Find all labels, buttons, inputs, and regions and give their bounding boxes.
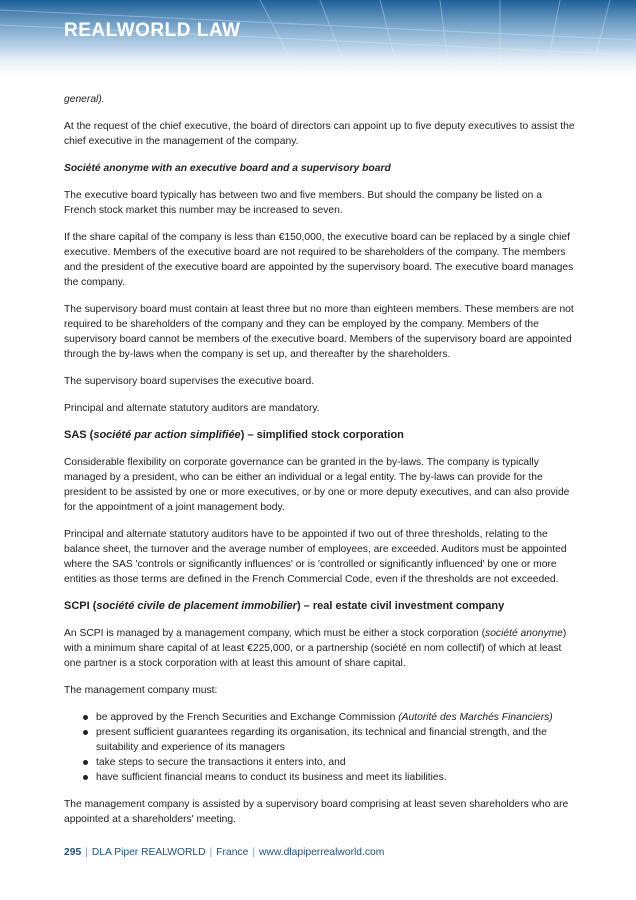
footer-separator: | [252,847,255,858]
paragraph: If the share capital of the company is less than €150,000, the executive board can be replaced by a single chief executive. Members of the executive board are not required to be shareholders of the company. The members and the president of the executive board are appointed by the supervisory board. The executive board manages the company. [64,232,574,288]
paragraph: At the request of the chief executive, the board of directors can appoint up to five deputy executives to assist the chief executive in the management of the company. [64,121,575,147]
paragraph [64,626,576,671]
heading-part: ) – simplified stock corporation [240,429,404,441]
list-item: present sufficient guarantees regarding its organisation, its technical and financial strength, and the suitability and experience of its managers [96,725,576,755]
heading-part: SAS ( [64,429,94,441]
paragraph: The supervisory board supervises the executive board. [64,376,315,387]
section-subheading: Société anonyme with an executive board and a supervisory board [64,163,391,174]
text-part: ) with a minimum share capital of at least €225,000, or a partnership (société en nom collectif) of which at least one partner is a stock corporation with at least this amount of share capital. [64,628,567,669]
text-italic: société anonyme [485,628,563,639]
list-text-italic: (Autorité des Marchés Financiers) [398,712,553,723]
bullet-list [64,710,576,785]
paragraph: Principal and alternate statutory auditors have to be appointed if two out of three thresholds, relating to the balance sheet, the turnover and the average number of employees, are exceeded. Auditors must be appointed where the SAS 'controls or significantly influences' or is 'controlled or significantly influenced' by one or more entities as those terms are defined in the French Commercial Code, even if the thresholds are not exceeded. [64,529,567,585]
brand-title: REALWORLD LAW [64,20,241,41]
document-body [64,92,576,839]
paragraph: The management company is assisted by a supervisory board comprising at least seven shareholders who are appointed at a shareholders' meeting. [64,799,569,825]
paragraph [64,92,576,107]
heading-italic: société civile de placement immobilier [96,600,297,612]
list-item: have sufficient financial means to conduct its business and meet its liabilities. [96,770,576,785]
section-heading-sas [64,428,576,443]
footer-country: France [216,847,249,858]
heading-part: SCPI ( [64,600,97,612]
list-item [96,710,576,725]
continued-text: general). [64,94,105,105]
page-footer [64,847,384,858]
list-item: take steps to secure the transactions it enters into, and [96,755,576,770]
heading-part: ) – real estate civil investment company [296,600,505,612]
page-number: 295 [64,847,82,858]
paragraph: Considerable flexibility on corporate governance can be granted in the by-laws. The company is typically managed by a president, who can be either an individual or a legal entity. The by-laws can provide for the president to be assisted by one or more executives, or by one or more deputy executives, and can also provide for the appointment of a joint management body. [64,457,570,513]
list-text: be approved by the French Securities and Exchange Commission [96,712,399,723]
footer-firm: DLA Piper REALWORLD [91,847,206,858]
paragraph: The executive board typically has between two and five members. But should the company be listed on a French stock market this number may be increased to seven. [64,190,542,216]
text-part: An SCPI is managed by a management company, which must be either a stock corporation ( [64,628,486,639]
paragraph: Principal and alternate statutory auditors are mandatory. [64,403,320,414]
paragraph: The management company must: [64,685,218,696]
footer-separator: | [209,847,213,858]
footer-separator: | [85,847,88,858]
footer-url[interactable]: www.dlapiperrealworld.com [259,847,385,858]
page-header [0,0,636,78]
section-heading-scpi [64,599,576,614]
heading-italic: société par action simplifiée [93,429,241,441]
paragraph: The supervisory board must contain at least three but no more than eighteen members. These members are not required to be shareholders of the company and they can be employed by the company. Members of the supervisory board cannot be members of the executive board. Members of the supervisory board are appointed through the by-laws when the company is set up, and thereafter by the shareholders. [64,304,574,360]
